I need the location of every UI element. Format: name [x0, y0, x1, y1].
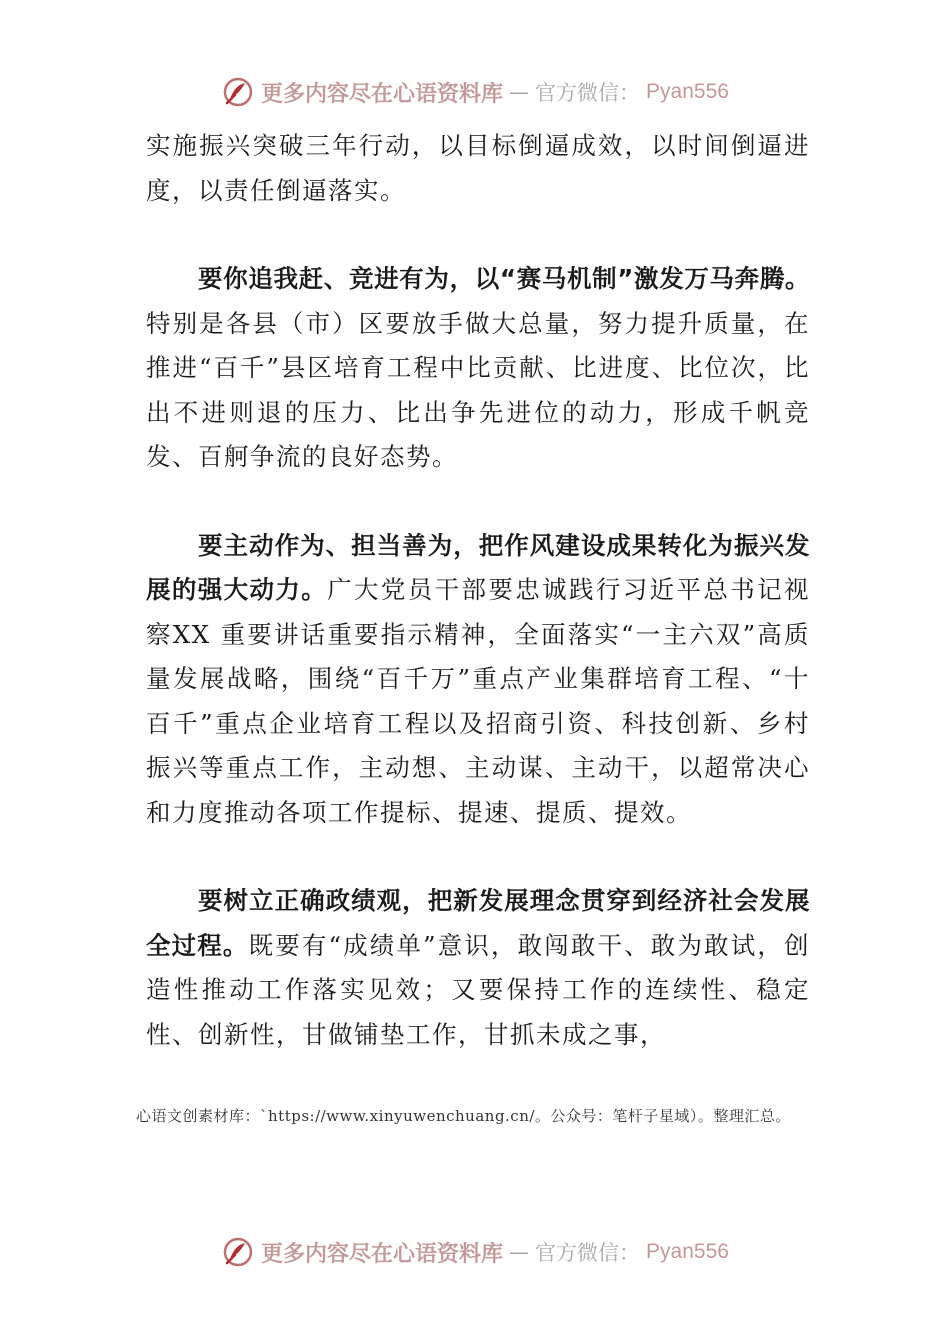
paragraph-4-text: 既要有“成绩单”意识，敢闯敢干、敢为敢试，创造性推动工作落实见效；又要保持工作的连续性、稳定性、创新性，甘做铺垫工作，甘抓未成之事， — [146, 930, 810, 1049]
paragraph-1-text: 实施振兴突破三年行动，以目标倒逼成效，以时间倒逼进度，以责任倒逼落实。 — [146, 131, 810, 205]
watermark-wechat-label: 官方微信： — [535, 1241, 641, 1265]
logo-icon — [221, 75, 255, 109]
paragraph-3-heading: 要主动作为、担当善为，把作风建设成果转化为振兴发展的强大动力。 — [146, 530, 810, 604]
header-watermark — [0, 72, 950, 112]
watermark-separator: — — [509, 1240, 530, 1264]
footnote: 心语文创素材库：`https://www.xinyuwenchuang.cn/。公众号：笔杆子星域）。整理汇总。 — [136, 1107, 791, 1125]
paragraph-4-heading: 要树立正确政绩观，把新发展理念贯穿到经济社会发展全过程。 — [146, 886, 810, 960]
watermark-text: 更多内容尽在心语资料库 — [261, 1240, 504, 1267]
logo-icon — [221, 1235, 255, 1269]
watermark-wechat-id: Pyan556 — [646, 1240, 729, 1263]
footer-watermark — [0, 1232, 950, 1272]
watermark-wechat-id: Pyan556 — [646, 80, 729, 103]
watermark-separator: — — [509, 80, 530, 104]
paragraph-2 — [146, 257, 810, 480]
paragraph-2-heading: 要你追我赶、竞进有为，以“赛马机制”激发万马奔腾。 — [198, 264, 810, 293]
watermark-wechat-label: 官方微信： — [535, 81, 641, 105]
paragraph-1 — [146, 124, 810, 213]
paragraph-3 — [146, 524, 810, 836]
document-body — [146, 124, 810, 1057]
watermark-text: 更多内容尽在心语资料库 — [261, 80, 504, 107]
paragraph-2-text: 特别是各县（市）区要放手做大总量，努力提升质量，在推进“百千”县区培育工程中比贡献、比进度、比位次，比出不进则退的压力、比出争先进位的动力，形成千帆竞发、百舸争流的良好态势。 — [146, 308, 810, 471]
paragraph-4 — [146, 879, 810, 1057]
paragraph-3-text: 广大党员干部要忠诚践行习近平总书记视察XX 重要讲话重要指示精神，全面落实“一主六双”高质量发展战略，围绕“百千万”重点产业集群培育工程、“十百千”重点企业培育工程以及招商引资、科技创新、乡村振兴等重点工作，主动想、主动谋、主动干，以超常决心和力度推动各项工作提标、提速、提质、提效。 — [146, 575, 810, 827]
